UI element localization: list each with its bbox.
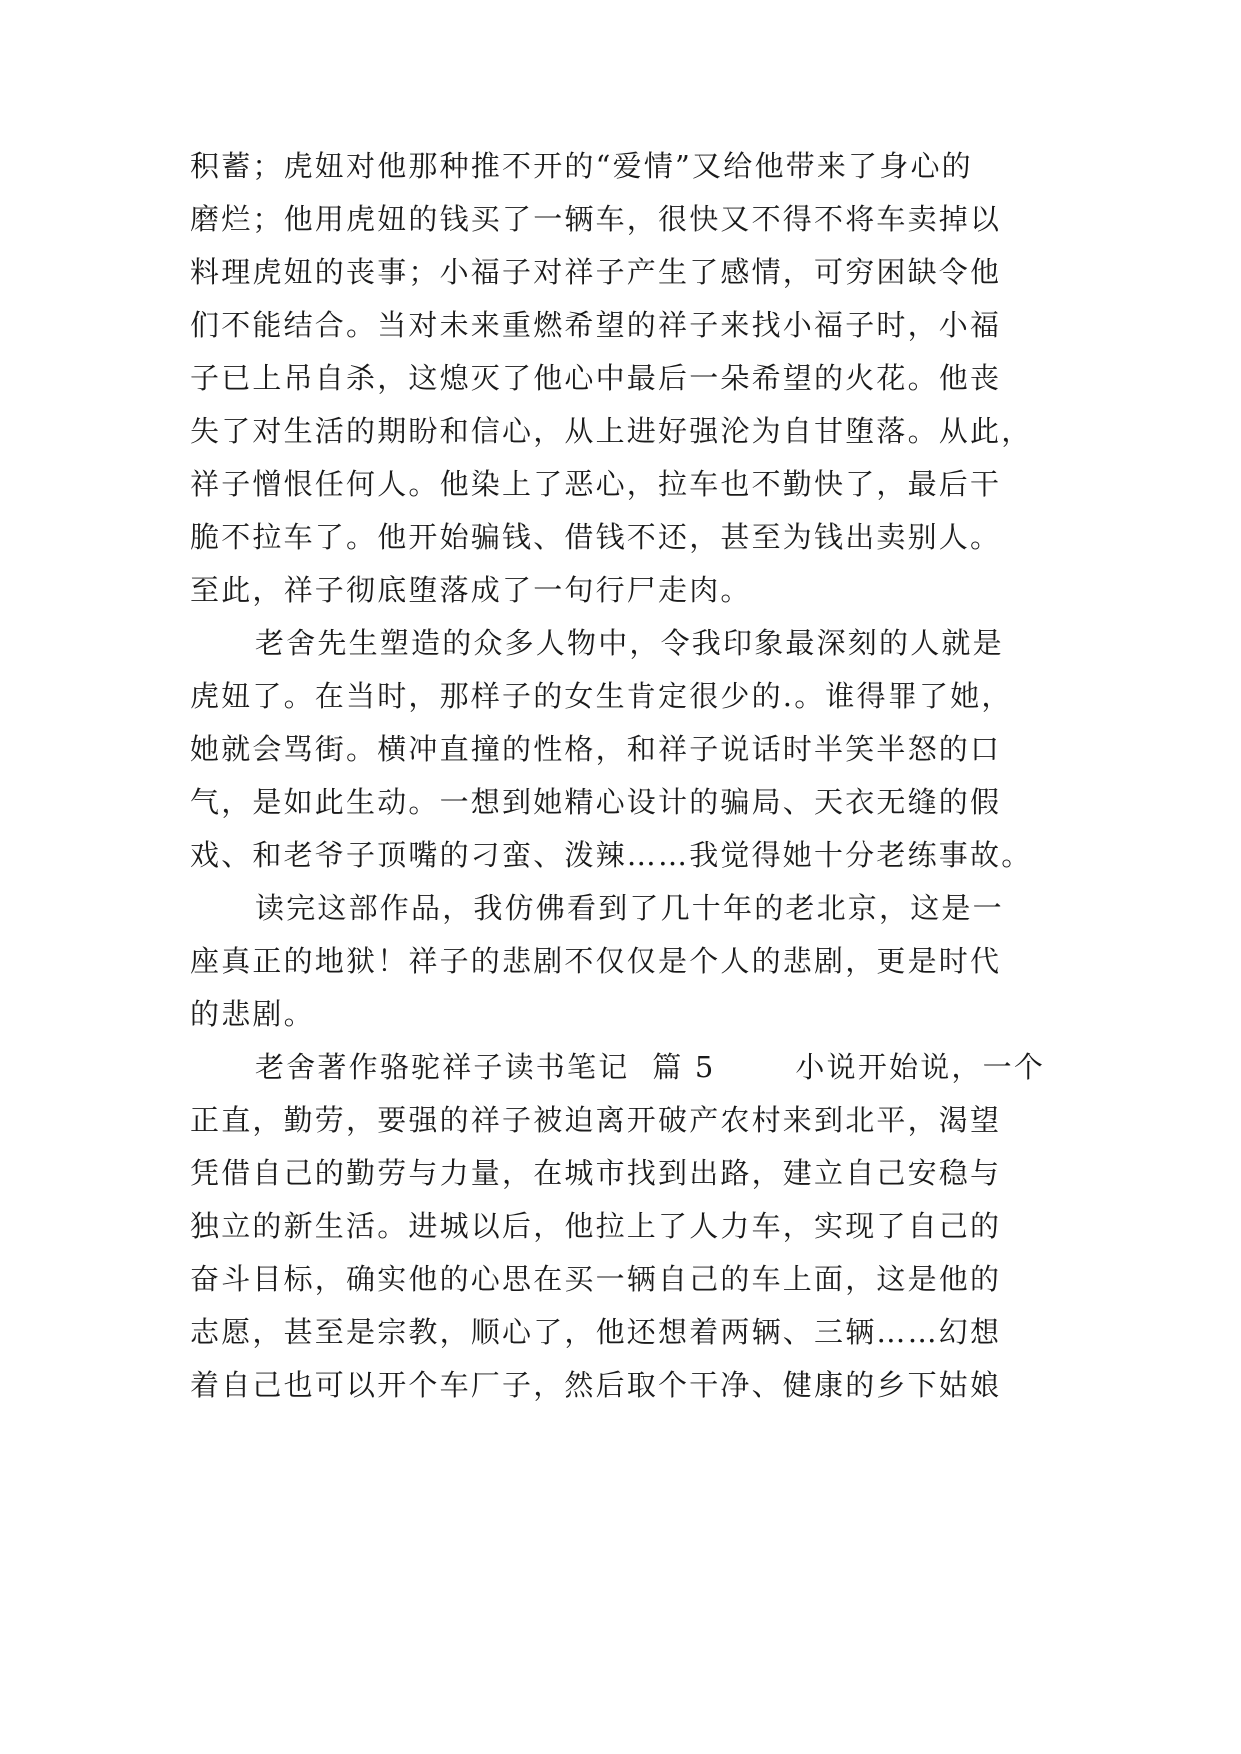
text-line: 独立的新生活。进城以后，他拉上了人力车，实现了自己的 [190,1209,1002,1243]
text-line: 的悲剧。 [190,997,315,1031]
section-heading-line: 老舍著作骆驼祥子读书笔记 篇 5 小说开始说，一个 [255,1050,1046,1084]
text-line: 子已上吊自杀，这熄灭了他心中最后一朵希望的火花。他丧 [190,361,1002,395]
text-line: 磨烂；他用虎妞的钱买了一辆车，很快又不得不将车卖掉以 [190,202,1002,236]
text-line: 料理虎妞的丧事；小福子对祥子产生了感情，可穷困缺令他 [190,255,1002,289]
text-line: 气，是如此生动。一想到她精心设计的骗局、天衣无缝的假 [190,785,1002,819]
text-line: 凭借自己的勤劳与力量，在城市找到出路，建立自己安稳与 [190,1156,1002,1190]
text-line: 戏、和老爷子顶嘴的刁蛮、泼辣……我觉得她十分老练事故。 [190,838,1033,872]
text-line: 着自己也可以开个车厂子，然后取个干净、健康的乡下姑娘 [190,1368,1002,1402]
text-line: 失了对生活的期盼和信心，从上进好强沦为自甘堕落。从此， [190,414,1033,448]
text-line: 座真正的地狱！祥子的悲剧不仅仅是个人的悲剧，更是时代 [190,944,1002,978]
text-line: 老舍先生塑造的众多人物中，令我印象最深刻的人就是 [255,626,1004,660]
text-line: 们不能结合。当对未来重燃希望的祥子来找小福子时，小福 [190,308,1002,342]
text-line: 祥子憎恨任何人。他染上了恶心，拉车也不勤快了，最后干 [190,467,1002,501]
text-line: 正直，勤劳，要强的祥子被迫离开破产农村来到北平，渴望 [190,1103,1002,1137]
text-line: 至此，祥子彻底堕落成了一句行尸走肉。 [190,573,752,607]
text-line: 脆不拉车了。他开始骗钱、借钱不还，甚至为钱出卖别人。 [190,520,1002,554]
text-line: 虎妞了。在当时，那样子的女生肯定很少的.。谁得罪了她， [190,679,1013,713]
text-line: 她就会骂街。横冲直撞的性格，和祥子说话时半笑半怒的口 [190,732,1002,766]
text-line: 奋斗目标，确实他的心思在买一辆自己的车上面，这是他的 [190,1262,1002,1296]
text-line: 积蓄；虎妞对他那种推不开的“爱情”又给他带来了身心的 [190,149,973,183]
text-line: 读完这部作品，我仿佛看到了几十年的老北京，这是一 [255,891,1004,925]
text-line: 志愿，甚至是宗教，顺心了，他还想着两辆、三辆……幻想 [190,1315,1002,1349]
